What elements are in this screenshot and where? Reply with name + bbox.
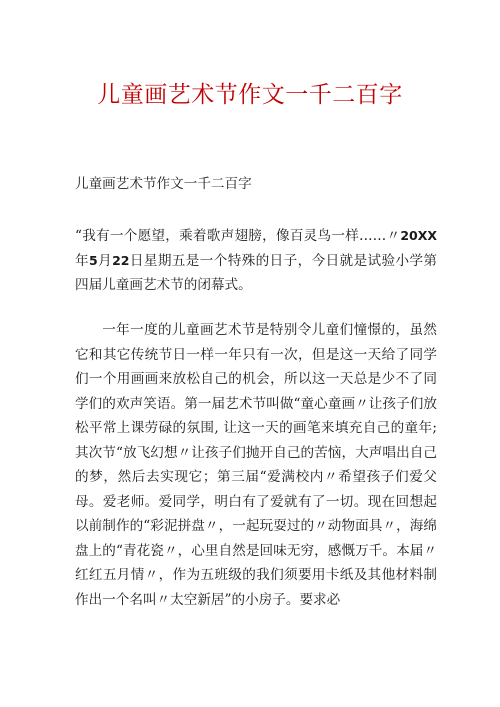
paragraph-1-day: 22 (112, 252, 130, 268)
paragraph-1-month: 5 (88, 252, 98, 268)
paragraph-2: 一年一度的儿童画艺术节是特别令儿童们憧憬的，虽然它和其它传统节日一样一年只有一次，但是这一天给了同学们一个用画画来放松自己的机会，所以这一天总是少不了同学们的欢声笑语。第一届艺术节叫做“童心童画〃让孩子们放松平常上课劳碌的氛围, 让这一天的画笔来填充自己的童年;其次节“放飞幻想〃让孩子们抛开自己的苦恼，大声唱出自己的梦，然后去实现它；第三届“爱满校内〃希望孩子们爱父母。爱老师。爱同学，明白有了爱就有了一切。现在回想起以前制作的“彩泥拼盘〃，一起玩耍过的〃动物面具〃，海绵盘上的“青花瓷〃，心里自然是回味无穷，感慨万千。本届〃红红五月情〃，作为五班级的我们须要用卡纸及其他材料制作出一个名叫〃太空新居”的小房子。要求必 (75, 322, 437, 608)
paragraph-1-tail: 日星期五是一个特殊的日子，今日就是试验小学第四届儿童画艺术节的闭幕式。 (75, 252, 438, 293)
paragraph-1-year: 20XX (400, 228, 437, 243)
paragraph-1-month-unit: 月 (97, 252, 113, 269)
paragraph-1-year-unit: 年 (75, 252, 89, 269)
document-subtitle: 儿童画艺术节作文一千二百字 (75, 176, 252, 192)
document-title: 儿童画艺术节作文一千二百字 (97, 82, 403, 108)
paragraph-1 (75, 224, 437, 298)
paragraph-1-lead: “我有一个愿望，乘着歌声翅膀，像百灵鸟一样……〃 (75, 228, 401, 244)
